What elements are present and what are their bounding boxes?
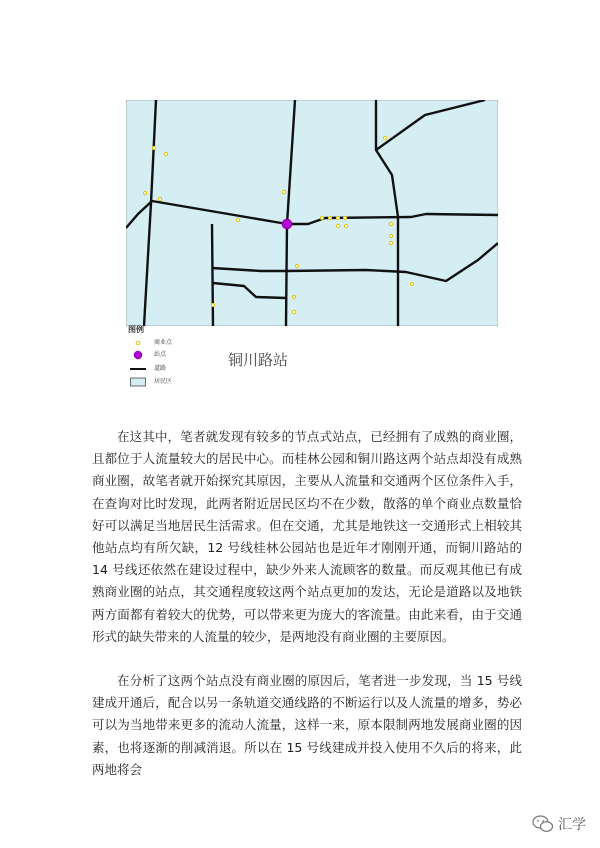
shop-point	[320, 216, 323, 219]
shop-point	[389, 234, 392, 237]
shop-point	[158, 197, 161, 200]
station-caption: 铜川路站	[228, 351, 289, 369]
legend-item-shop	[128, 338, 248, 348]
shop-point-icon	[130, 338, 146, 348]
station-icon	[130, 350, 146, 360]
watermark	[532, 812, 586, 836]
legend-item-residential	[128, 377, 248, 387]
map-canvas	[126, 100, 498, 326]
shop-point	[328, 216, 331, 219]
shop-point	[292, 310, 295, 313]
shop-point	[336, 224, 339, 227]
shop-point	[336, 216, 339, 219]
watermark-text: 汇学	[558, 817, 586, 833]
shop-point	[292, 295, 295, 298]
wechat-icon	[532, 814, 554, 834]
map-figure	[126, 100, 498, 326]
shop-point	[282, 190, 285, 193]
legend-label: 居民区	[154, 378, 173, 385]
shop-point	[295, 264, 298, 267]
residential-area-icon	[130, 377, 146, 387]
legend-label: 道路	[154, 365, 167, 372]
shop-point	[211, 303, 214, 306]
shop-point	[343, 216, 346, 219]
shop-point	[344, 224, 347, 227]
legend-label: 站点	[154, 351, 167, 358]
residential-area	[126, 100, 498, 326]
shop-point	[383, 136, 386, 139]
shop-point	[152, 146, 155, 149]
road	[212, 224, 213, 326]
paragraph-1: 在这其中，笔者就发现有较多的节点式站点，已经拥有了成熟的商业圈，且都位于人流量较大的居民中心。而桂林公园和铜川路这两个站点却没有成熟商业圈，故笔者就开始探究其原因，主要从人流量和交通两个区位条件入手，在查询对比时发现，此两者附近居民区均不在少数，散落的单个商业点数量恰好可以满足当地居民生活需求。但在交通，尤其是地铁这一交通形式上相较其他站点均有所欠缺，12 号线桂林公园站也是近年才刚刚开通，而铜川路站的 14 号线还依然在建设过程中，缺少外来人流顾客的数量。而反观其他已有成熟商业圈的站点，其交通程度较这两个站点更加的发达，无论是道路以及地铁两方面都有着较大的优势，可以带来更为庞大的客流量。由此来看，由于交通形式的缺失带来的人流量的较少，是两地没有商业圈的主要原因。	[92, 429, 522, 644]
legend-title: 图例	[128, 325, 144, 334]
station-marker	[282, 219, 292, 229]
shop-point	[164, 152, 167, 155]
road-line-icon	[130, 364, 146, 374]
paragraph-2: 在分析了这两个站点没有商业圈的原因后，笔者进一步发现，当 15 号线建成开通后，配合以另一条轨道交通线路的不断运行以及人流量的增多，势必可以为当地带来更多的流动人流量，这样一来，原本限制两地发展商业圈的因素，也将逐渐的削减消退。所以在 15 号线建成并投入使用不久后的将来，此两地将会	[92, 673, 522, 777]
shop-point	[236, 218, 239, 221]
shop-point	[410, 282, 413, 285]
shop-point	[389, 222, 392, 225]
shop-point	[389, 241, 392, 244]
legend-label: 商业点	[154, 339, 173, 346]
shop-point	[143, 191, 146, 194]
